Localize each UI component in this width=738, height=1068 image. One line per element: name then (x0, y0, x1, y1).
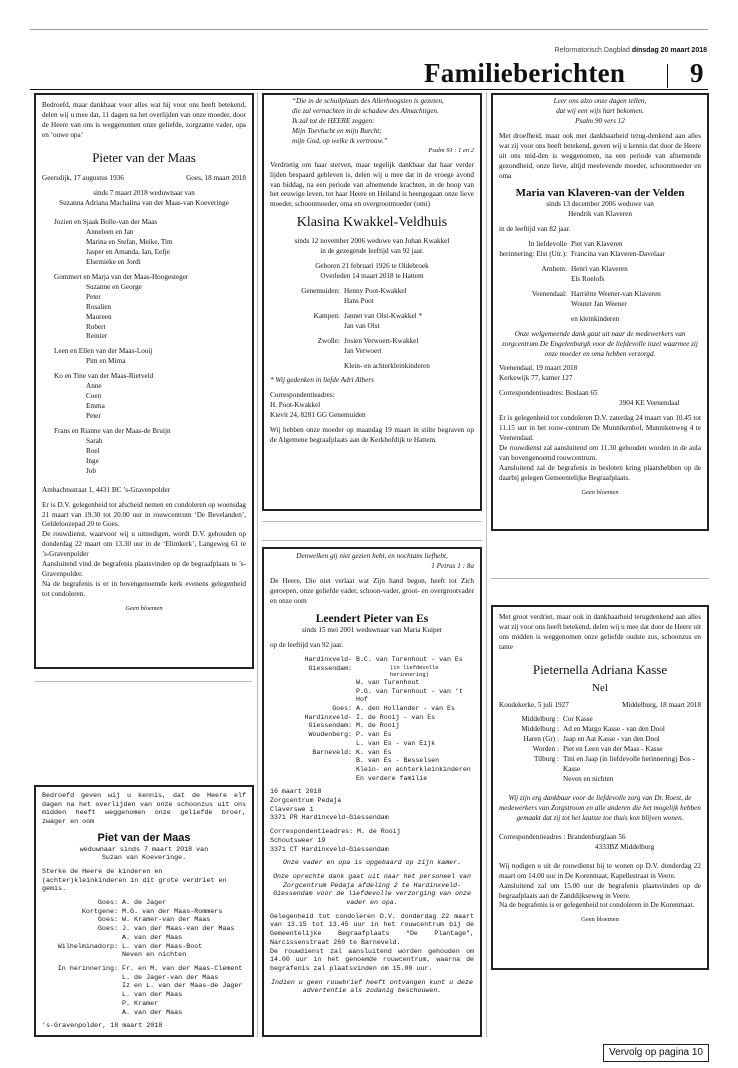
address-line: Claverswe 1 (270, 805, 314, 813)
family-member: K. van Es (356, 748, 392, 756)
family-place: Veenendaal: (531, 289, 567, 298)
family-place: Worden : (532, 745, 559, 754)
spouse-name: Suzanna Adriana Machalina van der Maas-van Koeveringe (59, 199, 229, 208)
scripture-quote (270, 97, 474, 147)
family-member: Marina en Stefan, Meike, Tim (86, 238, 173, 247)
family-member: Henny Poot-Kwakkel (344, 286, 407, 295)
family-row (270, 656, 474, 705)
spouse-name: Suzan van Koeveringe. (101, 854, 187, 863)
flowers-note: Geen bloemen (581, 488, 619, 496)
family-member: Neven en nichten (122, 951, 187, 960)
reception-info: Na de begrafenis is er gelegenheid tot condoleren in De Korenmaat. (499, 901, 695, 910)
quote-line: die zal vernachten in de schaduw des Almachtigen. (292, 106, 439, 115)
memory-name: Iz en L. van der Maas-de Jager (122, 982, 243, 991)
family-member: Inge (86, 456, 99, 465)
intro-text: De Heere, Die niet verlaat wat Zijn hand begon, heeft tot Zich geroepen, onze geliefde vader, schoon-vader, groot- en overgrootvader en onze oom (270, 576, 474, 605)
correspondence-name: H. Poot-Kwakkel (270, 401, 321, 410)
memory-label: In herinnering: (57, 965, 118, 973)
quote-line: Mijn Toevlucht en mijn Burcht; (292, 126, 382, 135)
family-member: I. de Rooij - van Es (356, 713, 436, 721)
column-divider (257, 92, 258, 1037)
family-member: P. van Es (356, 731, 392, 739)
family-head: Ko en Tine van der Maas-Rietveld (54, 372, 154, 381)
family-member: Els Roelofs (571, 274, 605, 283)
age-line: in de gezegende leeftijd van 92 jaar. (320, 247, 424, 256)
death-notice-pieternella-kasse (491, 605, 709, 970)
family-head: Frans en Rianne van der Maas-de Bruijn (54, 426, 171, 435)
memory-row (42, 965, 246, 1017)
memory-name: L. de Jager-van der Maas (122, 973, 219, 982)
correspondence-line: Schoutsweer 19 (270, 836, 326, 844)
thanks-text: Wij zijn erg dankbaar voor de liefdevolle zorg van Dr. Roest, de medewerkers van Zorgstroom en alle anderen die het mogelijk hebben gemaakt dat zij tot het laatste toe thuis kon blijven wonen. (499, 794, 701, 822)
top-rule (30, 29, 708, 30)
service-info: De rouwdienst zal aansluitend om 11.30 gehouden worden in de aula van bovengenoemd rouwcentrum. (499, 444, 701, 462)
family-member: Suzanne en George (86, 282, 142, 291)
page-number: 9 (690, 58, 704, 88)
family-member: L. van der Maas-Boot (122, 942, 203, 951)
widower-line: weduwnaar sinds 7 maart 2018 van (79, 845, 209, 854)
memory-name: P. Kramer (122, 999, 159, 1008)
memorial-note: * Wij gedenken in liefde Adri Albers (270, 376, 374, 385)
header-rule (30, 89, 708, 90)
family-member: P.G. van Turenhout - van ’t Hof (356, 687, 463, 704)
nephews-nieces: Neven en nichten (563, 775, 614, 784)
reception-info: Na de begrafenis is er in bovengenoemde kerk evenens gelegenheid tot condoleren. (42, 580, 246, 599)
family-place: Barneveld: (312, 748, 352, 756)
family-place: Genemuiden: (301, 286, 340, 295)
family-row (499, 290, 701, 310)
family-member: A. den Hollander - van Es (356, 705, 455, 712)
family-member: Wouter Jan Weener (571, 299, 627, 308)
family-place: Goes: (97, 925, 118, 934)
intro-text: Met groot verdriet, maar ook in dankbaarheid terugdenkend aan alles wat zij voor ons heeft betekend, delen wij u mee dat door de Heere uit ons midden is weggenomen onze geliefde oudste zus, schoonzus en tante (499, 613, 701, 651)
correspondence-city: 4333BZ Middelburg (595, 842, 655, 851)
family-member: Hans Poot (344, 296, 374, 305)
condolence-info: Er is gelegenheid tot condoleren D.V. zaterdag 24 maart van 10.45 tot 11.15 uur in het rouw-centrum De Munnikenhof, Munnikenweg 4 te Veenendaal. (499, 414, 701, 443)
family-head: Jozien en Sjaak Bolle-van der Maas (54, 218, 158, 227)
quote-reference: Psalm 90 vers 12 (575, 116, 625, 125)
family-member: Jasper en Amanda, Ian, Eefje (86, 247, 170, 256)
correspondence-line: 3371 CT Hardinxveld-Giessendam (270, 845, 389, 853)
family-row (499, 755, 701, 775)
family-place: Hardinxveld-Giessendam: (304, 655, 352, 672)
quote-reference: 1 Petrus 1 : 8a (431, 561, 474, 570)
family-place: Goes: (97, 916, 118, 925)
family-member: Maureen (86, 312, 112, 321)
family-row (270, 287, 474, 307)
family-member: Cor Kasse (563, 715, 593, 724)
family-member: Sarah (86, 436, 103, 445)
family-row (42, 943, 246, 960)
burial-info: Aansluitend zal om 15.00 uur de begrafenis plaatsvinden op de begraafplaats aan de Zanddijkseweg in Veere. (499, 881, 701, 900)
family-place: Arnhem: (541, 264, 567, 273)
correspondence-label: Correspondentieadres: (270, 391, 335, 400)
burial-info: Wij hebben onze moeder op maandag 19 maart in stilte begraven op de Algemene begraafplaats aan de Kerkhofdijk te Hattem. (270, 426, 474, 445)
correspondence-label: Correspondentieadres : Brandenburglaan 56 (499, 832, 626, 841)
family-place: Goes: (332, 705, 352, 712)
family-member: Jan Verwoert (344, 346, 382, 355)
family-row (499, 240, 701, 260)
family-member: Piet van Klaveren (571, 240, 623, 249)
grandchildren: Klein- en achterkleinkinderen (344, 361, 430, 370)
service-info: De rouwdienst, waarvoor wij u uitnodigen, wordt D.V. gehouden op donderdag 22 maart om 13.30 uur in de ‘Elimkerk’, Langeweg 61 te ’s-Gravenpolder (42, 530, 246, 559)
family-place: Kortgene: (81, 907, 118, 916)
burial-info: De rouwdienst zal aansluitend worden gehouden om 14.00 uur in het genoemde rouwcentrum, waarna de begrafenis zal plaatsvinden om 15.00 uur. (270, 947, 474, 972)
death-notice-leendert-pieter-van-es (262, 547, 482, 1037)
quote-line: Leer ons alzo onze dagen tellen, (553, 97, 647, 105)
ad-divider (262, 540, 482, 541)
birth-info: Geboren 21 februari 1926 te Oldebroek (315, 262, 429, 271)
family-member: Piet en Leen van der Maas - Kasse (563, 745, 663, 754)
thanks-text: Onze welgemeende dank gaat uit naar de medewerkers van zorgcentrum De Engelenburgh voor de liefdevolle inzet waarmee zij onze moeder en oma hebben verzorgd. (502, 329, 698, 358)
family-member: Roel (86, 446, 100, 455)
family-member: Rosalien (86, 302, 112, 311)
death-notice-klasina-kwakkel-veldhuis (262, 93, 482, 511)
widow-line: sinds 12 november 2006 weduwe van Johan Kwakkel (294, 237, 450, 246)
memory-name: A. van der Maas (122, 1008, 183, 1017)
publication-meta (554, 47, 707, 54)
deceased-name: Piet van der Maas (97, 831, 191, 844)
strength-text: Sterke de Heere de kinderen en (achter)kleinkinderen in dit grote verdriet en gemis. (42, 867, 227, 894)
flowers-note: Geen bloemen (125, 604, 163, 612)
family-row (42, 916, 246, 925)
widower-line: sinds 7 maart 2018 weduwnaar van (93, 189, 195, 198)
family-member: M.G. van der Maas-Rommers (122, 907, 223, 916)
ad-divider (34, 681, 252, 682)
birth-info: Geersdijk, 17 augustus 1936 (42, 174, 124, 183)
laid-out-note: Onze vader en opa is opgebaard op zijn kamer. (282, 859, 462, 867)
correspondence-city: 3904 KE Veenendaal (619, 399, 680, 408)
correspondence-line: Correspondentieadres: M. de Rooij (270, 828, 401, 836)
place-date: ’s-Gravenpolder, 18 maart 2018 (42, 1022, 163, 1031)
room-info: Kerkewijk 77, kamer 127 (499, 374, 573, 383)
family-member: Emma (86, 402, 105, 411)
intro-text: Bedroefd, maar dankbaar voor alles wat hij voor ons heeft betekend, delen wij u mee dat, 11 dagen na het overlijden van onze moeder, door de Heere van ons is weggenomen onze geliefde, zorgzame vader, opa en ‘ouwe opa’ (42, 101, 246, 139)
title-divider (667, 64, 668, 88)
family-member: W. Kramer-van der Maas (122, 916, 211, 925)
family-member: En verdere familie (356, 774, 428, 782)
family-row (42, 925, 246, 942)
family-place: Kampen: (313, 311, 340, 320)
burial-info: Aansluitend zal de begrafenis in besloten kring plaatshebben op de daarbij gelegen Gemeentelijke Begraafplaats. (499, 463, 701, 482)
family-place: In liefdevolle herinnering: Elst (Utr.): (499, 240, 567, 258)
family-place: Tilburg : (534, 755, 559, 764)
family-member: L. van Es - van Eijk (356, 739, 436, 747)
quote-line: dat wij een wijs hart bekomen. (556, 106, 644, 115)
address: Ambachtsstraat 1, 4431 BC ’s-Gravenpolder (42, 485, 170, 494)
family-head: Leen en Ellen van der Maas-Looij (54, 347, 153, 356)
family-place: Woudenberg: (308, 731, 352, 739)
family-row (270, 731, 474, 748)
family-member: Elsemieke en Jordi (86, 257, 141, 266)
family-member: Job (86, 466, 96, 475)
family-member-note: (in liefdevolle herinnering) (390, 664, 439, 678)
family-member: Tini en Jaap (in liefdevolle herinnering) Bos - Kasse (563, 755, 695, 774)
family-member: Josien Verwoert-Kwakkel (344, 336, 419, 345)
family-row (270, 337, 474, 357)
quote-line: “Die in de schuilplaats des Allerhoogsten is gezeten, (292, 97, 444, 105)
family-row (270, 312, 474, 332)
family-place: Zwolle: (317, 336, 340, 345)
family-member: Ad en Margo Kasse - van den Dool (563, 725, 665, 734)
continue-link[interactable]: Vervolg op pagina 10 (603, 1044, 709, 1062)
birth-info: Koudekerke, 5 juli 1927 (499, 700, 569, 709)
family-place: Hardinxveld-Giessendam: (304, 713, 352, 730)
family-member: Coen (86, 392, 102, 401)
widow-line: sinds 13 december 2006 weduwe van (546, 200, 654, 209)
deceased-name: Leendert Pieter van Es (315, 612, 429, 625)
death-info: Middelburg, 18 maart 2018 (622, 700, 701, 709)
condolence-info: Er is D.V. gelegenheid tot afscheid nemen en condoleren op woensdag 21 maart van 19.30 tot 20.00 uur in rouwcentrum ‘De Bevelanden’, Geldeloozepad 20 te Goes. (42, 500, 246, 529)
family-member: B.C. van Turenhout - van Es (356, 655, 463, 663)
family-member: Harriëtte Weener-van Klaveren (571, 289, 661, 298)
deceased-name: Maria van Klaveren-van der Velden (515, 186, 685, 199)
family-head: Gommert en Marja van der Maas-Hoogesteger (54, 272, 189, 281)
thanks-text: Onze oprechte dank gaat uit naar het personeel van Zorgcentrum Pedaja afdeling 2 te Hardinxveld-Giessendam voor de liefdevolle verzorging van onze vader en opa. (273, 872, 471, 907)
family-member: Peter (86, 292, 101, 301)
family-member: Jan van Olst (344, 321, 380, 330)
family-row (499, 745, 701, 755)
correspondence-label: Correspondentieadres: Boslaan 65 (499, 389, 598, 398)
family-row (499, 725, 701, 735)
column-divider (486, 92, 487, 1037)
place-date: Veenendaal, 19 maart 2018 (499, 364, 578, 373)
family-place: Wilhelminadorp: (57, 942, 118, 951)
address-line: Zorgcentrum Pedaja (270, 797, 342, 805)
family-place: Goes: (97, 899, 118, 908)
memory-name: Fr. en M. van der Maas-Clement (122, 965, 243, 973)
family-member: Klein- en achterkleinkinderen (356, 765, 471, 773)
family-row (270, 749, 474, 784)
death-info: Overleden 14 maart 2018 te Hattem (320, 271, 424, 280)
publication-date: dinsdag 20 maart 2018 (631, 47, 707, 54)
family-member: M. de Rooij (356, 722, 400, 730)
intro-text: Verdrietig om haar sterven, maar tegelijk dankbaar dat haar verder lijden bespaard gebleven is, delen wij u mee dat in de vroege avond van biddag, na een periode van afnemende krachten, in de hoop van het eeuwige leven, tot haar Heere en Heiland is heengegaan onze lieve moeder, schoonmoeder, oma en overgrootmoeder (omi) (270, 160, 474, 209)
family-member: W. van Turenhout (356, 678, 420, 686)
death-notice-pieter-van-der-maas (34, 93, 254, 669)
family-row (499, 265, 701, 285)
notice-date: 16 maart 2018 (270, 788, 322, 796)
correspondence-street: Kievit 24, 8281 GG Genemuiden (270, 411, 366, 420)
age-line: op de leeftijd van 92 jaar. (270, 641, 344, 649)
family-row (42, 899, 246, 908)
death-notice-piet-van-der-maas (34, 785, 254, 1037)
family-member: Reinier (86, 332, 108, 341)
flowers-note: Geen bloemen (581, 916, 619, 924)
quote-reference: Psalm 91 : 1 en 2 (428, 146, 474, 154)
family-member: Pim en Mirna (86, 357, 126, 366)
family-row (270, 714, 474, 731)
spouse-name: Hendrik van Klaveren (568, 210, 632, 219)
family-member: Henri van Klaveren (571, 264, 628, 273)
ad-divider (262, 521, 482, 522)
service-info: Wij nodigen u uit de rouwdienst bij te wonen op D.V. donderdag 22 maart om 14.00 uur in De Korenmaat, Kapellestraat in Veere. (499, 861, 701, 880)
ad-divider (491, 578, 709, 579)
family-member: Francina van Klaveren-Davelaar (571, 250, 665, 258)
family-member: A. van der Maas (122, 933, 183, 942)
death-info: Goes, 18 maart 2018 (186, 174, 246, 183)
condolence-info: Gelegenheid tot condoleren D.V. donderdag 22 maart van 13.15 tot 13.45 uur in het rouwcentrum bij de Gemeentelijke Begraafplaats “De Plantage”, Narcissenstraat 260 te Barneveld. (270, 912, 474, 946)
family-row (42, 908, 246, 917)
quote-line: mijn God, op welke ik vertrouw.” (292, 136, 388, 145)
publication-name: Reformatorisch Dagblad (554, 47, 630, 54)
quote-line: Ik zal tot de HEERE zeggen: (292, 116, 375, 125)
family-member: Jaap en Aat Kasse - van den Dool (563, 735, 660, 744)
family-member: Anne (86, 382, 102, 391)
family-place: Haren (Gr) : (523, 735, 559, 744)
deceased-name: Pieter van der Maas (92, 149, 196, 165)
intro-text: Met droefheid, maar ook met dankbaarheid terug-denkend aan alles wat zij voor ons heeft betekend, geven wij u kennis dat door de Heere uit ons mid-den is weggenomen, na een periode van afnemende gezondheid, onze lieve, altijd meelevende moeder, schoonmoeder en oma (499, 131, 701, 180)
family-member: B. van Es - Besselsen (356, 757, 440, 765)
deceased-name: Pieternella Adriana Kasse (532, 661, 668, 677)
intro-text: Bedroefd geven wij u kennis, dat de Heere elf dagen na het overlijden van onze schoonzus uit ons midden heeft weggenomen onze geliefde broer, zwager en oom (42, 792, 246, 827)
family-member: Anneleen en Jan (86, 228, 134, 237)
widower-line: sinds 15 mei 2001 weduwnaar van Maria Kuiper (301, 626, 443, 635)
memory-name: L. van der Maas (122, 991, 183, 1000)
family-row (270, 705, 474, 714)
family-member: J. van der Maas-van der Maas (122, 925, 235, 934)
section-title: Familieberichten (424, 58, 626, 88)
death-notice-maria-van-klaveren (491, 93, 709, 531)
burial-info: Aansluitend vind de begrafenis plaatsvinden op de begraafplaats te ’s-Gravenpolder. (42, 560, 246, 579)
family-member: Jannet van Olst-Kwakkel * (344, 311, 423, 320)
age-line: in de leeftijd van 82 jaar. (499, 225, 571, 234)
address-line: 3371 PR Hardinxveld-Giessendam (270, 814, 389, 822)
deceased-name: Klasina Kwakkel-Veldhuis (296, 215, 448, 231)
family-place: Middelburg : (521, 725, 559, 734)
family-member: A. de Jager (122, 899, 167, 908)
grandchildren: en kleinkinderen (571, 314, 620, 323)
family-row (499, 715, 701, 725)
family-place: Middelburg : (521, 715, 559, 724)
family-row (499, 735, 701, 745)
notice-note: Indien u geen rouwbrief heeft ontvangen kunt u deze advertentie als zodanig beschouwen. (271, 978, 473, 995)
family-member: Peter (86, 412, 101, 421)
family-member: Robert (86, 322, 106, 331)
family-list (42, 218, 246, 477)
nickname: Nel (592, 682, 608, 695)
quote-line: Denwelken gij niet gezien hebt, en nochtans liefhebt, (296, 552, 448, 560)
